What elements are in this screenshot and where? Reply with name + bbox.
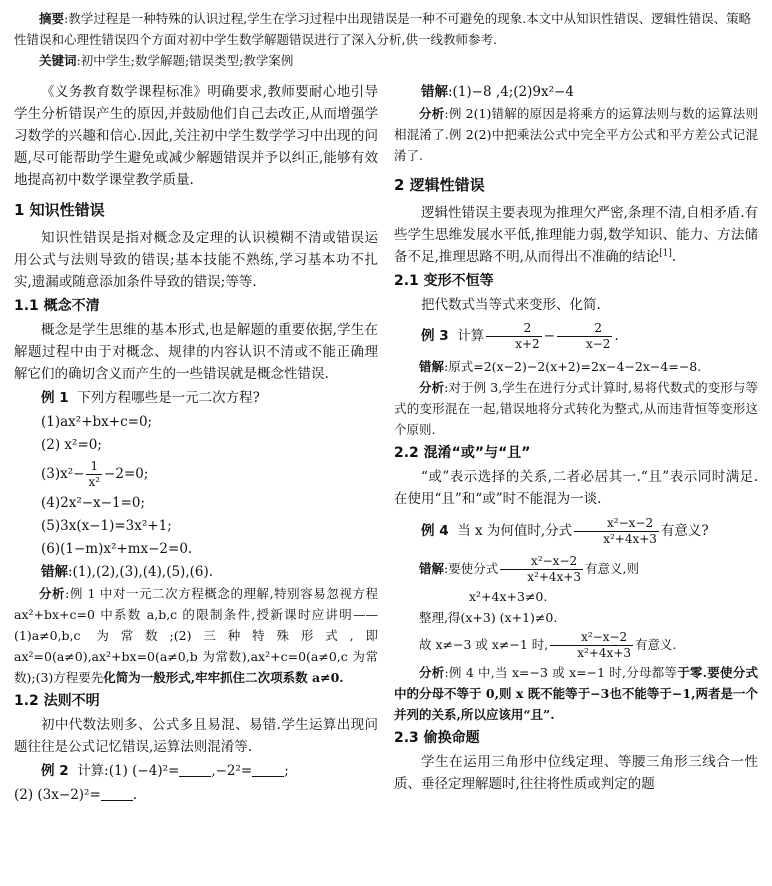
example-3-fraction-2 [557, 321, 612, 352]
example-3-minus: − [543, 328, 555, 344]
reference-1[interactable]: [1] [659, 248, 672, 259]
section-2-1-text: 把代数式当等式来变形、化简. [421, 297, 601, 313]
example-3-wrong-solution [394, 356, 758, 377]
analysis-label-4: 分析 [419, 665, 445, 680]
item-3-fraction [86, 459, 102, 490]
item-3-denominator: x² [88, 475, 101, 489]
example-1-item-3 [14, 457, 378, 491]
left-column [14, 81, 378, 806]
section-2-3-title: 2.3 偷换命题 [394, 730, 480, 746]
section-2-title: 2 逻辑性错误 [394, 176, 485, 194]
fraction-2-numerator: 2 [557, 321, 612, 337]
example-3-prefix: 计算 [457, 328, 485, 344]
wrong-solution-label-2: 错解 [421, 84, 448, 100]
answer-blank-2[interactable] [252, 763, 284, 777]
step-3-denominator: x²+4x+3 [577, 646, 632, 660]
step-3-numerator: x²−x−2 [550, 630, 633, 646]
example-4-denominator: x²+4x+3 [603, 532, 657, 546]
example-4-prefix: 当 x 为何值时,分式 [457, 523, 573, 539]
example-4-fraction [574, 516, 659, 547]
example-4-step-1 [394, 586, 758, 607]
intro-paragraph: 《义务教育数学课程标准》明确要求,教师要耐心地引导学生分析错误产生的原因,并鼓励他们自己去改正,从而增强学习数学的兴趣和信心.因此,关注初中学生数学学习中出现的问题,尽可能帮助学生避免或减少解题错误并予以纠正,能够有效地提高初中数学课堂教学质量. [14, 84, 378, 188]
example-1-item-4: (4)2x²−x−1=0; [41, 495, 146, 511]
example-4-analysis [394, 662, 758, 725]
abstract-label: 摘要 [39, 11, 65, 26]
example-3-analysis [394, 377, 758, 440]
example-2-question [14, 760, 378, 782]
example-4-suffix: 有意义? [660, 523, 709, 539]
answer-blank-1[interactable] [179, 763, 211, 777]
example-1-analysis-bold: 化简为一般形式,牢牢抓住二次项系数 a≠0. [103, 670, 344, 685]
example-1-item-6: (6)(1−m)x²+mx−2=0. [41, 541, 193, 557]
section-1-2-title: 1.2 法则不明 [14, 693, 100, 709]
section-2-1-title: 2.1 变形不恒等 [394, 273, 494, 289]
example-3-wrong-text: :原式=2(x−2)−2(x+2)=2x−4−2x−4=−8. [444, 359, 702, 374]
example-4-wrong-solution [394, 552, 758, 586]
fraction-1-numerator: 2 [486, 321, 541, 337]
step-3-prefix: 故 x≠−3 或 x≠−1 时, [419, 637, 549, 652]
example-4-step-3 [394, 628, 758, 662]
abstract-paragraph [14, 8, 758, 50]
section-2-body: 逻辑性错误主要表现为推理欠严密,条理不清,自相矛盾.有些学生思维发展水平低,推理能力弱,数学知识、能力、方法储备不足,推理思路不明,从而得出不准确的结论 [394, 205, 758, 265]
example-2-part-4: (2) (3x−2)²= [14, 787, 101, 803]
example-1-wrong-solution [14, 561, 378, 583]
step-3-suffix: 有意义. [635, 637, 677, 652]
example-1-item-1: (1)ax²+bx+c=0; [41, 414, 153, 430]
example-2-part-2: ,−2²= [211, 763, 253, 779]
example-2-analysis [394, 103, 758, 166]
keywords-label: 关键词 [39, 53, 77, 68]
example-4-numerator: x²−x−2 [574, 516, 659, 532]
step-1-text: x²+4x+3≠0. [469, 589, 548, 604]
example-3-end: . [614, 328, 619, 344]
abstract-text: :教学过程是一种特殊的认识过程,学生在学习过程中出现错误是一种不可避免的现象.本文中从知识性错误、逻辑性错误、策略性错误和心理性错误四个方面对初中学生数学解题错误进行了深入分析,供一线教师参考. [14, 11, 752, 47]
example-1-question [14, 387, 378, 409]
example-1-analysis [14, 583, 378, 688]
two-column-body [14, 81, 758, 806]
section-2-end: . [671, 249, 677, 265]
wrong-solution-label: 错解 [41, 564, 68, 580]
analysis-label-3: 分析 [419, 380, 445, 395]
example-1-label: 例 1 [41, 390, 69, 406]
section-2-3-text: 学生在运用三角形中位线定理、等腰三角形三线合一性质、垂径定理解题时,往往将性质或判定的题 [394, 754, 758, 792]
wrong-solution-label-4: 错解 [419, 561, 445, 576]
item-3-suffix: −2=0; [104, 466, 149, 482]
keywords-text: :初中学生;数学解题;错误类型;教学案例 [76, 53, 294, 68]
right-column [394, 81, 758, 806]
section-1-1-text: 概念是学生思维的基本形式,也是解题的重要依据,学生在解题过程中由于对概念、规律的内容认识不清或不能正确理解它们的确切含义而产生的一些错误就是概念性错误. [14, 322, 378, 382]
fraction-2-denominator: x−2 [585, 337, 611, 351]
wrong-solution-label-3: 错解 [419, 359, 445, 374]
answer-blank-3[interactable] [101, 787, 133, 801]
example-2-part-1: 计算:(1) (−4)²= [77, 763, 180, 779]
example-3-question [394, 318, 758, 354]
section-1-title: 1 知识性错误 [14, 201, 105, 219]
fraction-1-denominator: x+2 [515, 337, 540, 351]
example-4-step-2: 整理,得(x+3) (x+1)≠0. [419, 610, 558, 625]
err-fraction-denominator: x²+4x+3 [527, 570, 581, 584]
step-3-fraction [550, 630, 633, 661]
example-3-fraction-1 [486, 321, 541, 352]
example-1-analysis-text: :例 1 中对一元二次方程概念的理解,特别容易忽视方程 ax²+bx+c=0 中系数 a,b,c 的限制条件,授新课时应讲明——(1)a≠0,b,c 为常数;(2)三种特殊形式,即 ax²=0(a≠0),ax²+bx=0(a≠0,b 为常数),ax²+c=0(a≠0,c 为常数);(3)方程要先 [14, 586, 378, 685]
example-2-analysis-text: :例 2(1)错解的原因是将乘方的运算法则与数的运算法则相混淆了.例 2(2)中把乘法公式中完全平方公式和平方差公式记混淆了. [394, 106, 758, 163]
example-1-item-5: (5)3x(x−1)=3x²+1; [41, 518, 172, 534]
example-4-analysis-text: :例 4 中,当 x=−3 或 x=−1 时,分母都等 [444, 665, 678, 680]
example-1-item-2: (2) x²=0; [41, 437, 102, 453]
example-2-wrong-solution [394, 81, 758, 103]
section-1-1-title: 1.1 概念不清 [14, 298, 100, 314]
example-4-err-suffix: 有意义,则 [584, 561, 639, 576]
example-3-analysis-text: :对于例 3,学生在进行分式计算时,易将代数式的变形与等式的变形混在一起,错误地将分式转化为整式,从而违背恒等变形这个原则. [394, 380, 758, 437]
example-1-wrong-text: :(1),(2),(3),(4),(5),(6). [68, 564, 214, 580]
abstract-block [14, 8, 758, 71]
err-fraction-numerator: x²−x−2 [500, 554, 583, 570]
example-2-part-3: ; [284, 763, 289, 779]
example-2-question-cont [14, 784, 378, 806]
example-2-wrong-text: :(1)−8 ,4;(2)9x²−4 [448, 84, 574, 100]
example-4-question [394, 512, 758, 550]
example-4-label: 例 4 [421, 523, 449, 539]
analysis-label: 分析 [39, 586, 66, 601]
section-2-2-text: “或”表示选择的关系,二者必居其一.“且”表示同时满足.在使用“且”和“或”时不能混为一谈. [394, 469, 758, 507]
section-1-2-text: 初中代数法则多、公式多且易混、易错.学生运算出现问题往往是公式记忆错误,运算法则混淆等. [14, 717, 378, 755]
example-4-err-fraction [500, 554, 583, 585]
example-4-analysis-bold: 于零.要使分式中的分母不等于 0,则 x 既不能等于−3也不能等于−1,两者是一个并列的关系,所以应该用“且”. [394, 665, 758, 722]
keywords-paragraph [14, 50, 758, 71]
section-2-2-title: 2.2 混淆“或”与“且” [394, 445, 531, 461]
example-1-text: 下列方程哪些是一元二次方程? [77, 390, 260, 406]
example-4-err-prefix: :要使分式 [444, 561, 499, 576]
example-2-label: 例 2 [41, 763, 69, 779]
analysis-label-2: 分析 [419, 106, 445, 121]
section-2-text [394, 202, 758, 268]
item-3-numerator: 1 [86, 459, 102, 475]
item-3-prefix: (3)x²− [41, 466, 85, 482]
example-2-part-5: . [132, 787, 138, 803]
section-1-text: 知识性错误是指对概念及定理的认识模糊不清或错误运用公式与法则导致的错误;基本技能不熟练,学习基本功不扎实,遗漏或随意添加条件导致的错误;等等. [14, 230, 378, 290]
example-3-label: 例 3 [421, 328, 449, 344]
